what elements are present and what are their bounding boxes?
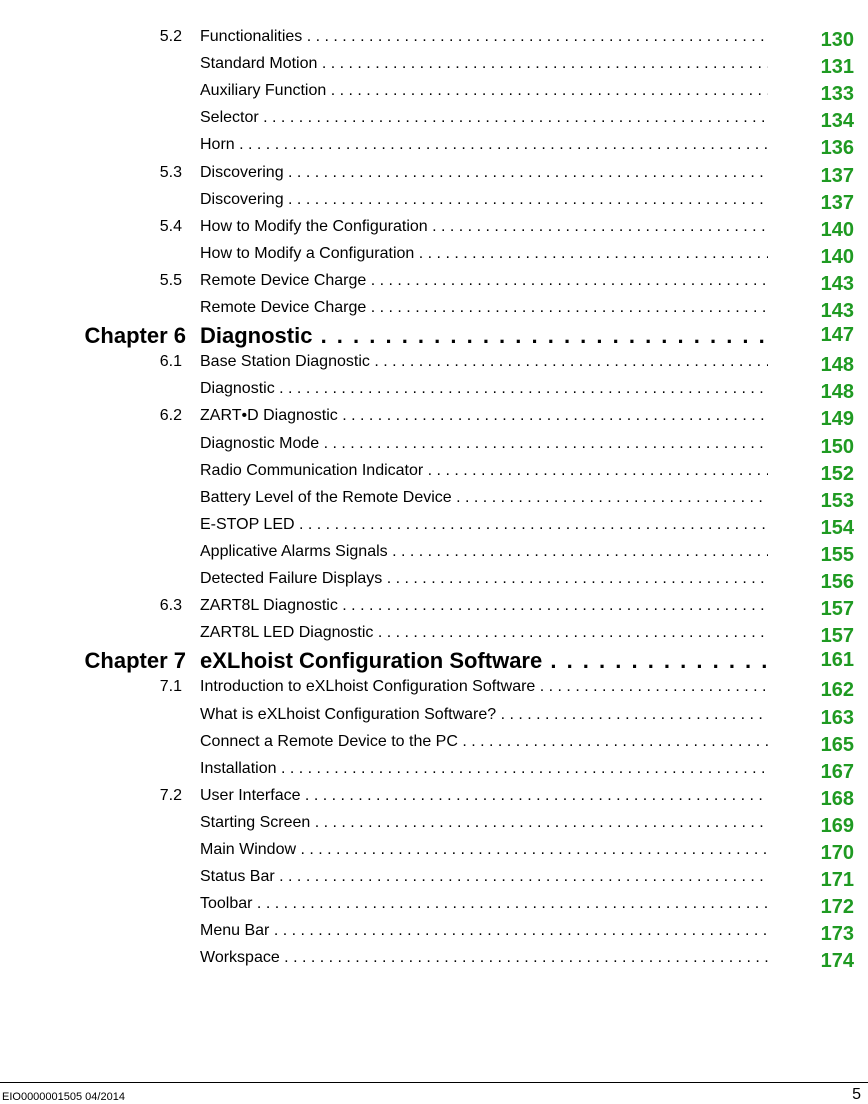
section-number: 5.3 — [159, 163, 182, 181]
toc-entry-row[interactable] — [0, 191, 868, 217]
entry-title: Detected Failure Displays . . . — [200, 570, 768, 588]
toc-entry-row[interactable] — [0, 489, 868, 515]
entry-title: Toolbar . . . — [200, 895, 768, 913]
entry-title: ZART8L Diagnostic . . . — [200, 597, 768, 615]
page-number: 143 — [820, 300, 854, 322]
toc-entry-row[interactable] — [0, 733, 868, 759]
entry-title: Horn . . . — [200, 136, 768, 154]
entry-title: Auxiliary Function . . . — [200, 82, 768, 100]
toc-entry-row[interactable] — [0, 516, 868, 542]
page-number: 161 — [820, 649, 854, 672]
page-number: 154 — [820, 516, 854, 539]
chapter-label: Chapter 7 — [84, 648, 186, 674]
page-number: 171 — [820, 869, 854, 892]
toc-entry-row[interactable] — [0, 109, 868, 135]
entry-title: Remote Device Charge . . . — [200, 299, 768, 317]
page-number: 131 — [820, 56, 854, 79]
toc-entry-row[interactable] — [0, 380, 868, 406]
page-number: 169 — [820, 814, 854, 837]
footer-divider — [0, 1082, 868, 1083]
toc-entry-row[interactable] — [0, 624, 868, 650]
entry-title: Discovering . . . — [200, 164, 768, 182]
section-number: 6.1 — [159, 353, 182, 371]
entry-title: Installation . . . — [200, 760, 768, 778]
entry-title: Discovering . . . — [200, 191, 768, 209]
footer-document-id: EIO0000001505 04/2014 — [2, 1091, 125, 1103]
entry-title: How to Modify the Configuration . . . — [200, 218, 768, 236]
entry-title: Standard Motion . . . — [200, 55, 768, 73]
toc-entry-row[interactable] — [0, 299, 868, 325]
entry-title: Battery Level of the Remote Device . . . — [200, 489, 768, 507]
toc-entry-row[interactable] — [0, 462, 868, 488]
entry-title: Introduction to eXLhoist Configuration Software . . . — [200, 678, 768, 696]
page-number: 148 — [820, 354, 854, 377]
page-number: 137 — [820, 164, 854, 187]
entry-title: Applicative Alarms Signals . . . — [200, 543, 768, 561]
section-number: 6.3 — [159, 597, 182, 615]
toc-entry-row[interactable] — [0, 949, 868, 975]
toc-entry-row[interactable] — [0, 28, 868, 54]
toc-entry-row[interactable] — [0, 543, 868, 569]
entry-title: Base Station Diagnostic . . . — [200, 353, 768, 371]
toc-entry-row[interactable] — [0, 407, 868, 433]
entry-title: Main Window . . . — [200, 841, 768, 859]
toc-entry-row[interactable] — [0, 570, 868, 596]
entry-title: Connect a Remote Device to the PC . . . — [200, 733, 768, 751]
entry-title: Starting Screen . . . — [200, 814, 768, 832]
toc-chapter-row[interactable] — [0, 648, 868, 674]
entry-title: ZART8L LED Diagnostic . . . — [200, 624, 768, 642]
section-number: 5.2 — [159, 28, 182, 45]
page-number: 148 — [820, 381, 854, 404]
toc-entry-row[interactable] — [0, 55, 868, 81]
page-number: 172 — [820, 896, 854, 919]
toc-chapter-row[interactable] — [0, 323, 868, 349]
page-number: 150 — [820, 435, 854, 458]
entry-title: Status Bar . . . — [200, 868, 768, 886]
toc-entry-row[interactable] — [0, 922, 868, 948]
toc-entry-row[interactable] — [0, 814, 868, 840]
toc-entry-row[interactable] — [0, 706, 868, 732]
toc-entry-row[interactable] — [0, 164, 868, 190]
page-number: 152 — [820, 462, 854, 485]
page-number: 163 — [820, 706, 854, 729]
page-number: 149 — [820, 408, 854, 431]
entry-title: Functionalities . . . — [200, 28, 768, 46]
entry-title: ZART•D Diagnostic . . . — [200, 407, 768, 425]
entry-title: User Interface . . . — [200, 787, 768, 805]
page-number: 174 — [820, 950, 854, 973]
toc-entry-row[interactable] — [0, 678, 868, 704]
page-number: 165 — [820, 733, 854, 756]
entry-title: Diagnostic Mode . . . — [200, 435, 768, 453]
entry-title: E-STOP LED . . . — [200, 516, 768, 534]
page-number: 156 — [820, 571, 854, 593]
page-number: 173 — [820, 923, 854, 946]
page-number: 134 — [820, 110, 854, 133]
toc-entry-row[interactable] — [0, 218, 868, 244]
toc-entry-row[interactable] — [0, 136, 868, 162]
page-number: 137 — [820, 191, 854, 214]
page-number: 136 — [820, 137, 854, 160]
entry-title: Menu Bar . . . — [200, 922, 768, 940]
page-number: 130 — [820, 29, 854, 51]
page-number: 133 — [820, 83, 854, 106]
chapter-title: Diagnostic . . . — [200, 323, 774, 349]
footer-page-number: 5 — [852, 1086, 861, 1103]
page-number: 167 — [820, 760, 854, 783]
entry-title: Selector . . . — [200, 109, 768, 127]
toc-entry-row[interactable] — [0, 435, 868, 461]
entry-title: Radio Communication Indicator . . . — [200, 462, 768, 480]
page-number: 147 — [820, 324, 854, 347]
toc-entry-row[interactable] — [0, 597, 868, 623]
section-number: 5.5 — [159, 271, 182, 289]
page-number: 162 — [820, 679, 854, 702]
entry-title: What is eXLhoist Configuration Software? . . . — [200, 706, 768, 724]
chapter-title: eXLhoist Configuration Software . . . — [200, 648, 774, 674]
page-number: 153 — [820, 489, 854, 512]
page-number: 140 — [820, 218, 854, 241]
toc-entry-row[interactable] — [0, 895, 868, 921]
toc-entry-row[interactable] — [0, 82, 868, 108]
page-number: 140 — [820, 245, 854, 268]
page-number: 170 — [820, 842, 854, 864]
page-number: 155 — [820, 543, 854, 566]
toc-entry-row[interactable] — [0, 868, 868, 894]
toc-entry-row[interactable] — [0, 787, 868, 813]
toc-entry-row[interactable] — [0, 272, 868, 298]
page-number: 143 — [820, 272, 854, 295]
section-number: 7.1 — [159, 678, 182, 696]
chapter-label: Chapter 6 — [84, 323, 186, 349]
page-number: 157 — [820, 625, 854, 648]
page-number: 157 — [820, 598, 854, 621]
section-number: 7.2 — [159, 786, 182, 804]
page-number: 168 — [820, 787, 854, 810]
entry-title: Diagnostic . . . — [200, 380, 768, 398]
toc-entry-row[interactable] — [0, 245, 868, 271]
entry-title: Remote Device Charge . . . — [200, 272, 768, 290]
entry-title: Workspace . . . — [200, 949, 768, 967]
section-number: 6.2 — [159, 407, 182, 425]
toc-entry-row[interactable] — [0, 760, 868, 786]
toc-entry-row[interactable] — [0, 841, 868, 867]
toc-entry-row[interactable] — [0, 353, 868, 379]
entry-title: How to Modify a Configuration . . . — [200, 245, 768, 263]
section-number: 5.4 — [159, 217, 182, 235]
